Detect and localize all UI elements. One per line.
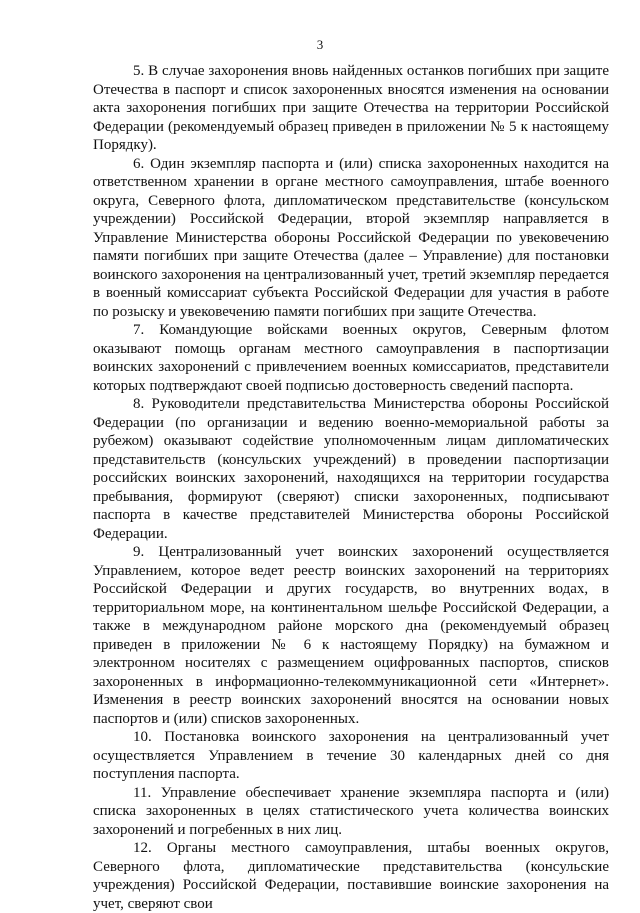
- paragraph-11: 11. Управление обеспечивает хранение экземпляра паспорта и (или) списка захороненных в целях статистического учета количества воинских захоронений и погребенных в них лиц.: [93, 784, 609, 838]
- paragraph-5: 5. В случае захоронения вновь найденных останков погибших при защите Отечества в паспорт и список захороненных вносятся изменения на основании акта захоронения погибших при защите Отечества на территории Российской Федерации (рекомендуемый образец приведен в приложении № 5 к настоящему Порядку).: [93, 63, 609, 153]
- paragraph-9: 9. Централизованный учет воинских захоронений осуществляется Управлением, которое ведет реестр воинских захоронений на территориях Российской Федерации и других государств, во внутренних водах, в территориальном море, на континентальном шельфе Российской Федерации, а также в международном районе морского дна (рекомендуемый образец приведен в приложении № 6 к настоящему Порядку) на бумажном и электронном носителях с размещением оцифрованных паспортов, списков захороненных в информационно-телекоммуникационной сети «Интернет». Изменения в реестр воинских захоронений вносятся на основании новых паспортов и (или) списков захороненных.: [93, 544, 609, 727]
- paragraph-7: 7. Командующие войсками военных округов, Северным флотом оказывают помощь органам местного самоуправления в паспортизации воинских захоронений с привлечением военных комиссариатов, представители которых подтверждают своей подписью достоверность сведений паспорта.: [93, 322, 609, 394]
- page-number: 3: [316, 37, 324, 52]
- paragraph-8: 8. Руководители представительства Министерства обороны Российской Федерации (по организации и ведению военно-мемориальной работы за рубежом) оказывают содействие уполномоченным лицам дипломатических представительств (консульских учреждений) в проведении паспортизации российских воинских захоронений, находящихся на территории государства пребывания, формируют (сверяют) списки захороненных, подписывают паспорта в качестве представителей Министерства обороны Российской Федерации.: [93, 396, 609, 542]
- paragraph-10: 10. Постановка воинского захоронения на централизованный учет осуществляется Управлением в течение 30 календарных дней со дня поступления паспорта.: [93, 729, 609, 782]
- document-body: [93, 62, 609, 913]
- paragraph-6: 6. Один экземпляр паспорта и (или) списка захороненных находится на ответственном хранении в органе местного самоуправления, штабе военного округа, Северного флота, дипломатическом представительстве (консульском учреждении) Российской Федерации, второй экземпляр направляется в Управление Министерства обороны Российской Федерации по увековечению памяти погибших при защите Отечества (далее – Управление) для постановки воинского захоронения на централизованный учет, третий экземпляр передается в военный комиссариат субъекта Российской Федерации для участия в работе по розыску и увековечению памяти погибших при защите Отечества.: [93, 155, 609, 320]
- paragraph-12: 12. Органы местного самоуправления, штабы военных округов, Северного флота, дипломатические представительства (консульские учреждения) Российской Федерации, поставившие воинские захоронения на учет, сверяют свои: [93, 840, 609, 912]
